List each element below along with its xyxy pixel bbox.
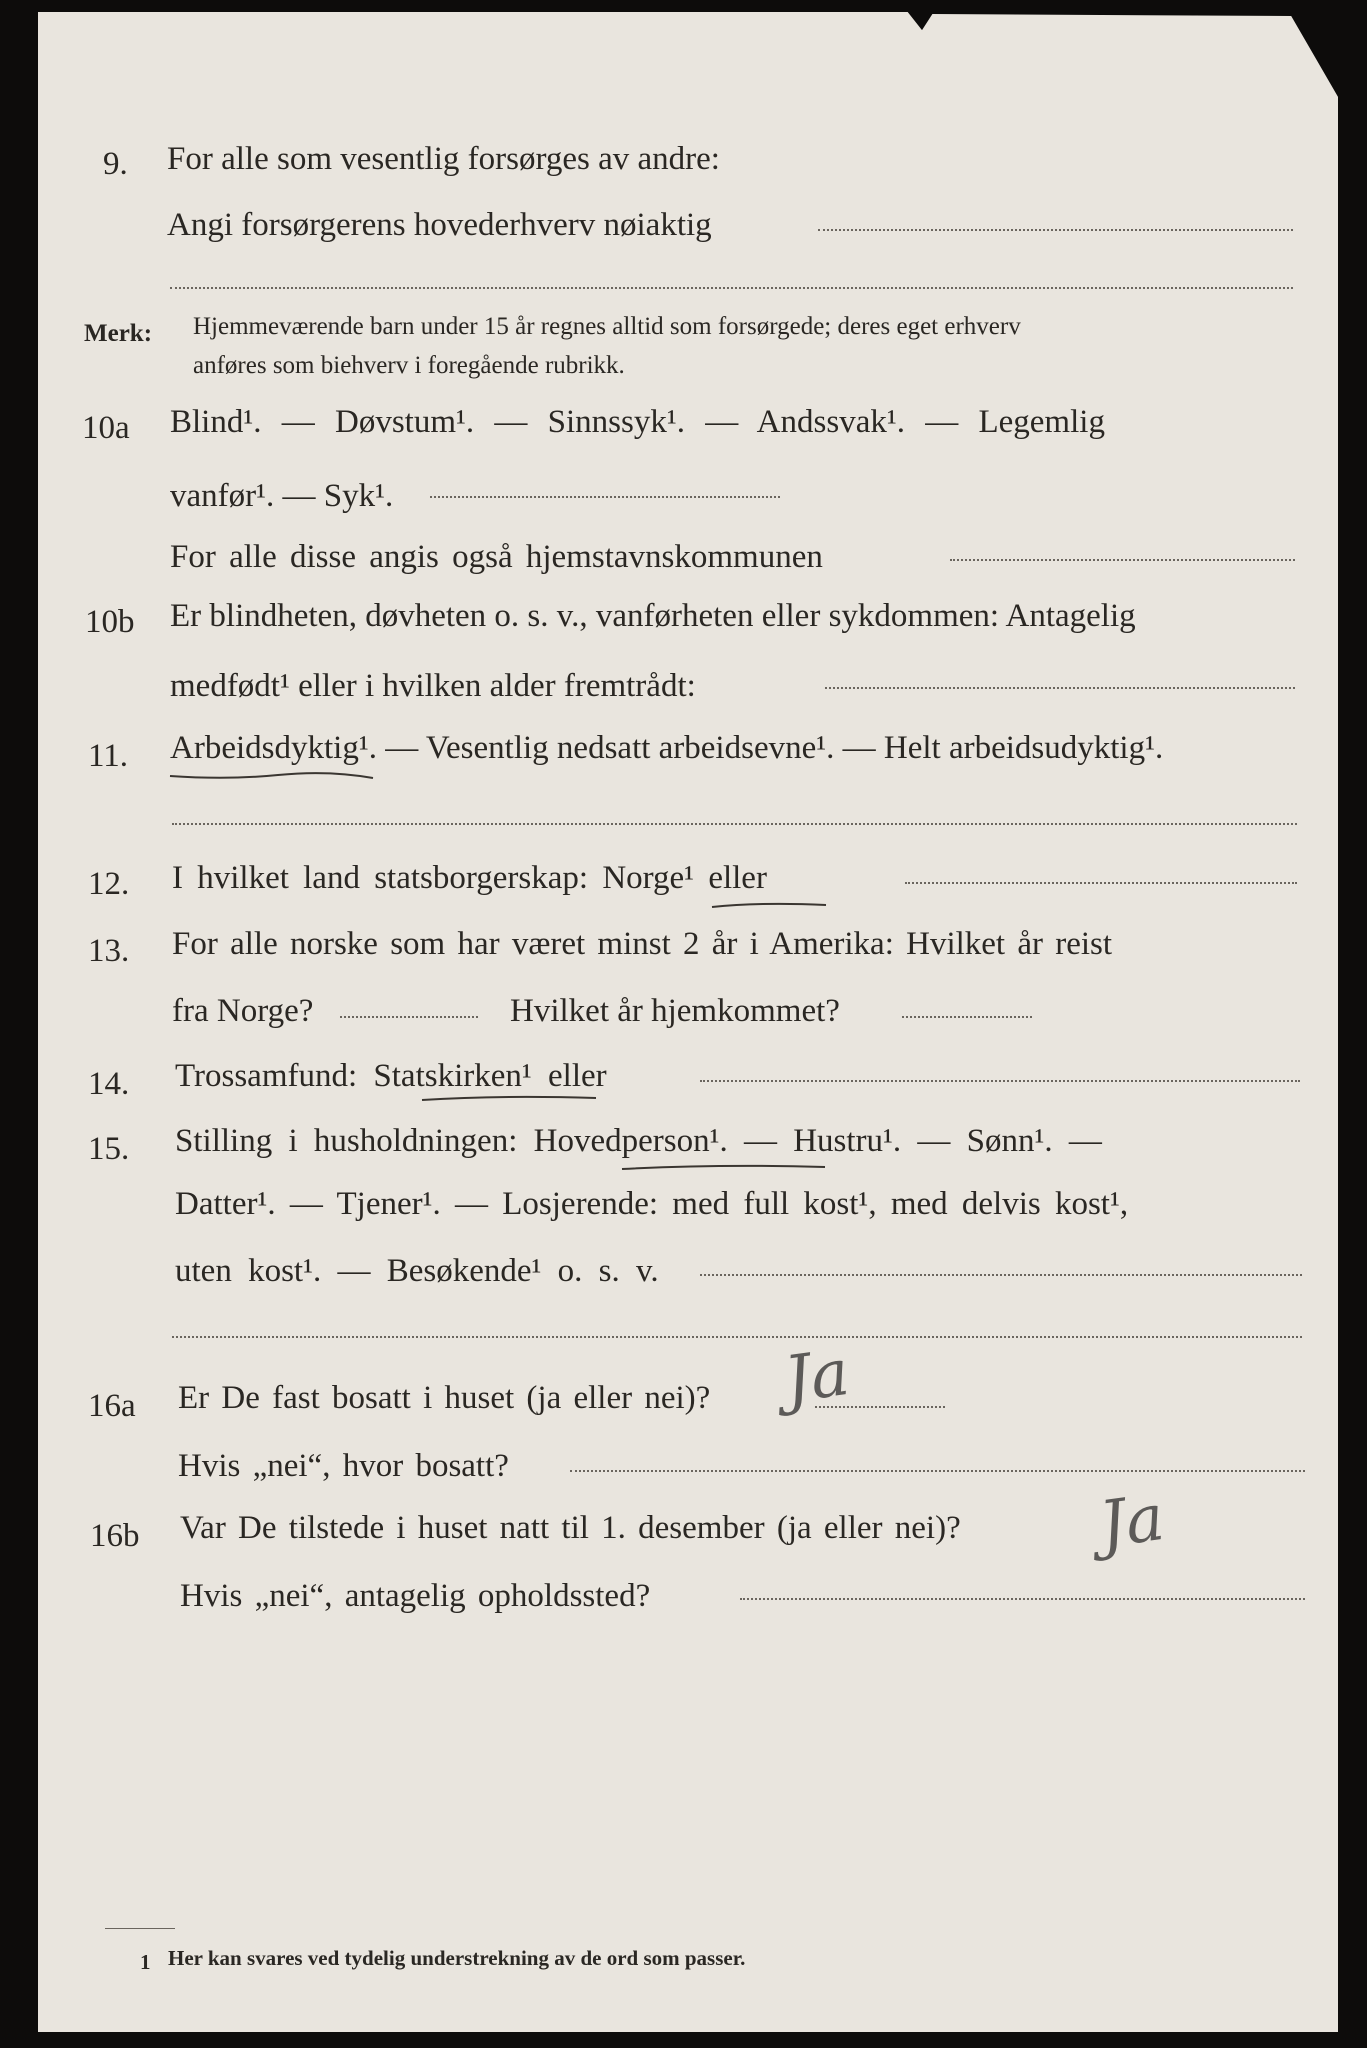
q9-answer-line (818, 229, 1293, 231)
q14-answer-line (700, 1080, 1300, 1082)
q10b-line2: medfødt¹ eller i hvilken alder fremtrådt: (170, 668, 696, 704)
merk-line1: Hjemmeværende barn under 15 år regnes alltid som forsørgede; deres eget erhverv (193, 313, 1021, 340)
q16a-bosatt-line (570, 1470, 1305, 1472)
q10a-line3: For alle disse angis også hjemstavnskommunen (170, 539, 823, 575)
q15-answer-line (700, 1274, 1302, 1276)
q10a-line1: Blind¹. — Døvstum¹. — Sinnssyk¹. — Andssvak¹. — Legemlig (170, 404, 1105, 440)
q13-hjemkommet-line (902, 1016, 1032, 1018)
q16b-line2: Hvis „nei“, antagelig opholdssted? (180, 1578, 651, 1614)
q11-underline-arbeidsdyktig (168, 770, 378, 784)
q14-line1: Trossamfund: Statskirken¹ eller (175, 1058, 607, 1094)
q11-answer-line (172, 823, 1297, 825)
q9-answer-line-2 (170, 287, 1293, 289)
merk-label: Merk: (84, 320, 153, 347)
q16a-number: 16a (88, 1388, 136, 1424)
q10a-line2: vanfør¹. — Syk¹. (170, 478, 394, 514)
q16b-number: 16b (90, 1518, 140, 1554)
q15-answer-line-2 (172, 1336, 1302, 1338)
q9-number: 9. (103, 146, 128, 182)
q13-number: 13. (88, 933, 130, 969)
merk-line2: anføres som biehverv i foregående rubrikk. (193, 352, 625, 379)
q16a-handwritten-answer: Ja (780, 1335, 854, 1419)
q15-line3: uten kost¹. — Besøkende¹ o. s. v. (175, 1253, 659, 1289)
q12-answer-line (905, 882, 1297, 884)
q15-line1: Stilling i husholdningen: Hovedperson¹. — Hustru¹. — Sønn¹. — (175, 1123, 1102, 1159)
q16a-line1: Er De fast bosatt i huset (ja eller nei)? (178, 1380, 711, 1416)
q13-line1: For alle norske som har været minst 2 år i Amerika: Hvilket år reist (172, 926, 1113, 962)
q14-underline-statskirken (420, 1092, 600, 1104)
q16b-opholdssted-line (740, 1598, 1305, 1600)
q15-underline-hovedperson (620, 1160, 830, 1174)
footnote-rule (105, 1928, 175, 1929)
q9-line2: Angi forsørgerens hovederhverv nøiaktig (167, 207, 712, 243)
q10b-answer-line (825, 687, 1295, 689)
footnote-text: Her kan svares ved tydelig understrekning av de ord som passer. (168, 1946, 746, 1970)
q12-line1: I hvilket land statsborgerskap: Norge¹ eller (172, 860, 767, 896)
footnote-marker: 1 (140, 1950, 151, 1974)
q10a-answer-line (430, 496, 780, 498)
q10a-number: 10a (82, 410, 130, 446)
q10b-number: 10b (85, 604, 135, 640)
q11-line1: Arbeidsdyktig¹. — Vesentlig nedsatt arbeidsevne¹. — Helt arbeidsudyktig¹. (170, 730, 1164, 766)
q10b-line1: Er blindheten, døvheten o. s. v., vanførheten eller sykdommen: Antagelig (170, 598, 1136, 634)
q11-number: 11. (88, 738, 129, 774)
q16b-line1: Var De tilstede i huset natt til 1. desember (ja eller nei)? (180, 1510, 961, 1546)
q13-line2a: fra Norge? (172, 993, 314, 1029)
q16b-handwritten-answer: Ja (1095, 1480, 1169, 1564)
q13-reist-line (340, 1016, 478, 1018)
q15-line2: Datter¹. — Tjener¹. — Losjerende: med full kost¹, med delvis kost¹, (175, 1186, 1129, 1222)
q9-line1: For alle som vesentlig forsørges av andre: (167, 141, 720, 177)
q14-number: 14. (88, 1066, 130, 1102)
q10a-hjemstavn-line (950, 559, 1295, 561)
q13-line2b: Hvilket år hjemkommet? (510, 993, 840, 1029)
q12-underline-norge (710, 898, 830, 912)
q16a-line2: Hvis „nei“, hvor bosatt? (178, 1448, 509, 1484)
q15-number: 15. (88, 1131, 130, 1167)
q12-number: 12. (88, 866, 130, 902)
